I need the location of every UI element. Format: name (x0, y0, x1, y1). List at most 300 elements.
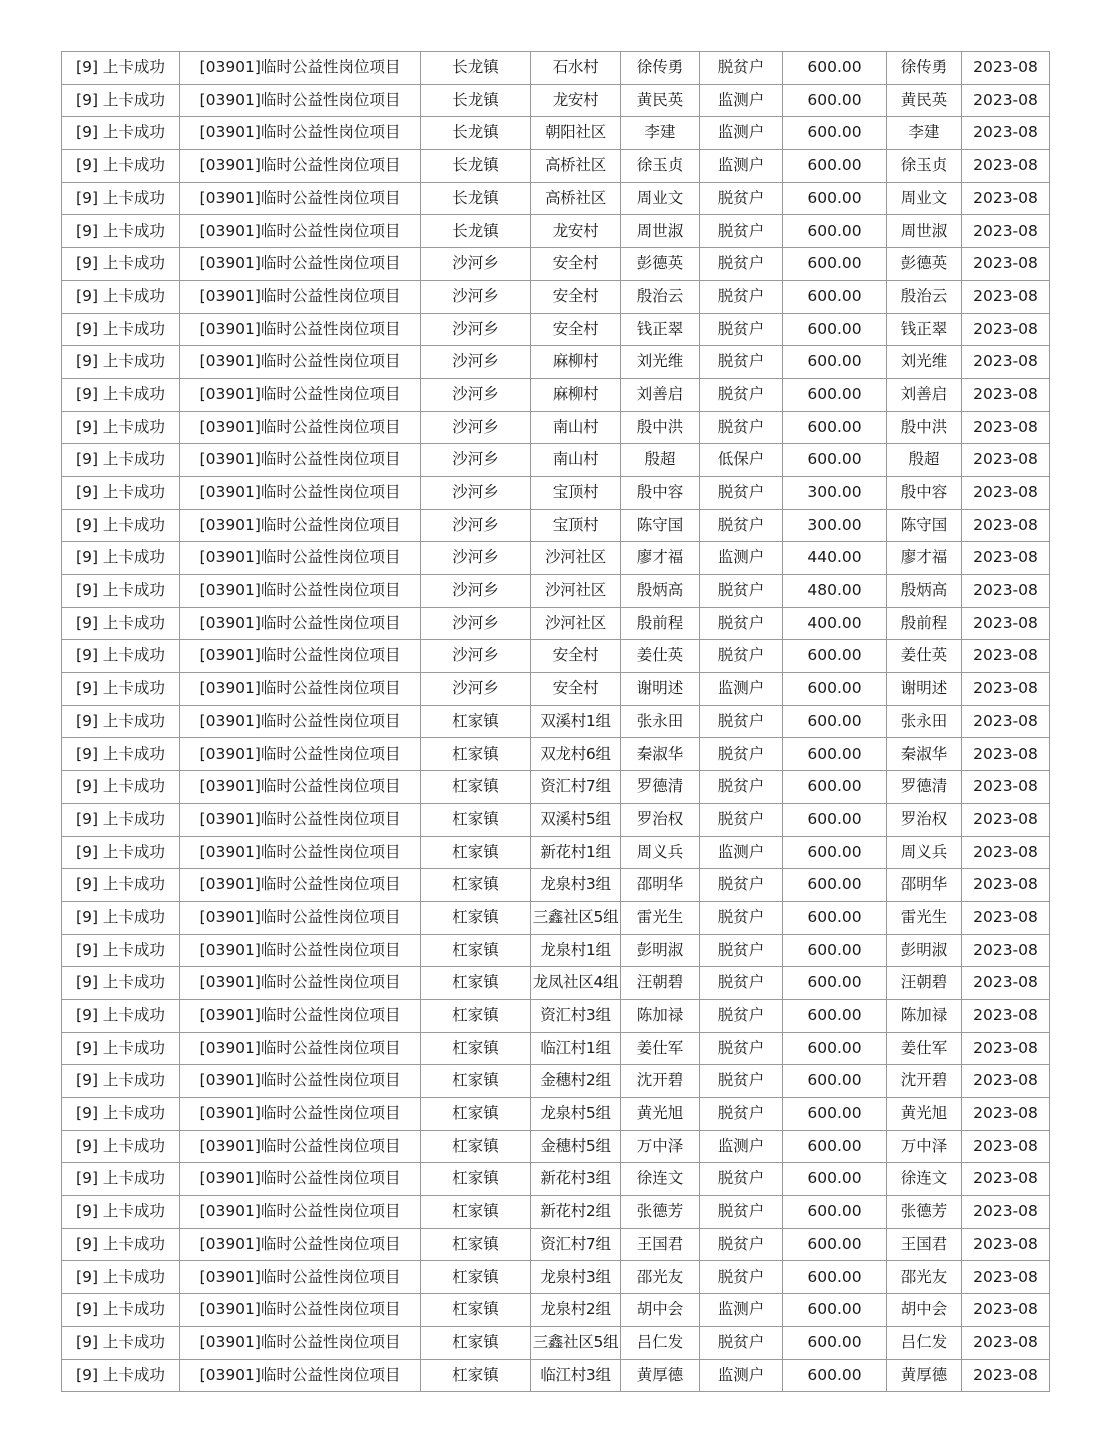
village-cell: 资汇村7组 (531, 771, 621, 804)
payee-cell: 张德芳 (887, 1196, 962, 1229)
village-cell: 新花村2组 (531, 1196, 621, 1229)
household-type-cell: 脱贫户 (700, 575, 783, 608)
payee-cell: 汪朝碧 (887, 967, 962, 1000)
household-type-cell: 脱贫户 (700, 1228, 783, 1261)
amount-cell: 480.00 (783, 575, 887, 608)
status-cell: [9] 上卡成功 (62, 1228, 180, 1261)
person-name-cell: 彭德英 (621, 248, 700, 281)
month-cell: 2023-08 (962, 444, 1050, 477)
town-cell: 杠家镇 (421, 934, 531, 967)
payee-cell: 殷前程 (887, 607, 962, 640)
person-name-cell: 周义兵 (621, 836, 700, 869)
payee-cell: 彭明淑 (887, 934, 962, 967)
project-cell: [03901]临时公益性岗位项目 (180, 313, 421, 346)
amount-cell: 300.00 (783, 476, 887, 509)
payee-cell: 廖才福 (887, 542, 962, 575)
payee-cell: 钱正翠 (887, 313, 962, 346)
month-cell: 2023-08 (962, 1261, 1050, 1294)
town-cell: 沙河乡 (421, 640, 531, 673)
project-cell: [03901]临时公益性岗位项目 (180, 182, 421, 215)
person-name-cell: 殷炳高 (621, 575, 700, 608)
project-cell: [03901]临时公益性岗位项目 (180, 967, 421, 1000)
project-cell: [03901]临时公益性岗位项目 (180, 836, 421, 869)
village-cell: 临江村3组 (531, 1359, 621, 1392)
payee-cell: 殷超 (887, 444, 962, 477)
village-cell: 临江村1组 (531, 1032, 621, 1065)
month-cell: 2023-08 (962, 901, 1050, 934)
household-type-cell: 脱贫户 (700, 248, 783, 281)
household-type-cell: 脱贫户 (700, 313, 783, 346)
project-cell: [03901]临时公益性岗位项目 (180, 280, 421, 313)
person-name-cell: 彭明淑 (621, 934, 700, 967)
amount-cell: 600.00 (783, 999, 887, 1032)
person-name-cell: 黄厚德 (621, 1359, 700, 1392)
project-cell: [03901]临时公益性岗位项目 (180, 771, 421, 804)
payee-cell: 殷中容 (887, 476, 962, 509)
person-name-cell: 殷超 (621, 444, 700, 477)
status-cell: [9] 上卡成功 (62, 1196, 180, 1229)
amount-cell: 600.00 (783, 1261, 887, 1294)
table-row (62, 738, 1050, 771)
table-row (62, 1032, 1050, 1065)
village-cell: 高桥社区 (531, 182, 621, 215)
amount-cell: 300.00 (783, 509, 887, 542)
town-cell: 长龙镇 (421, 215, 531, 248)
village-cell: 龙凤社区4组 (531, 967, 621, 1000)
table-row (62, 117, 1050, 150)
household-type-cell: 脱贫户 (700, 901, 783, 934)
month-cell: 2023-08 (962, 509, 1050, 542)
village-cell: 麻柳村 (531, 346, 621, 379)
payee-cell: 姜仕军 (887, 1032, 962, 1065)
village-cell: 石水村 (531, 52, 621, 85)
amount-cell: 600.00 (783, 1098, 887, 1131)
month-cell: 2023-08 (962, 1228, 1050, 1261)
payee-cell: 雷光生 (887, 901, 962, 934)
village-cell: 龙泉村5组 (531, 1098, 621, 1131)
payee-cell: 周业文 (887, 182, 962, 215)
village-cell: 金穗村2组 (531, 1065, 621, 1098)
village-cell: 金穗村5组 (531, 1130, 621, 1163)
town-cell: 沙河乡 (421, 673, 531, 706)
month-cell: 2023-08 (962, 640, 1050, 673)
table-row (62, 705, 1050, 738)
status-cell: [9] 上卡成功 (62, 934, 180, 967)
project-cell: [03901]临时公益性岗位项目 (180, 1326, 421, 1359)
table-row (62, 803, 1050, 836)
table-row (62, 476, 1050, 509)
table-row (62, 967, 1050, 1000)
month-cell: 2023-08 (962, 738, 1050, 771)
amount-cell: 600.00 (783, 52, 887, 85)
household-type-cell: 脱贫户 (700, 934, 783, 967)
project-cell: [03901]临时公益性岗位项目 (180, 705, 421, 738)
payee-cell: 姜仕英 (887, 640, 962, 673)
amount-cell: 440.00 (783, 542, 887, 575)
month-cell: 2023-08 (962, 346, 1050, 379)
person-name-cell: 姜仕军 (621, 1032, 700, 1065)
amount-cell: 600.00 (783, 444, 887, 477)
payee-cell: 王国君 (887, 1228, 962, 1261)
status-cell: [9] 上卡成功 (62, 869, 180, 902)
amount-cell: 400.00 (783, 607, 887, 640)
project-cell: [03901]临时公益性岗位项目 (180, 803, 421, 836)
person-name-cell: 姜仕英 (621, 640, 700, 673)
household-type-cell: 脱贫户 (700, 967, 783, 1000)
table-row (62, 869, 1050, 902)
person-name-cell: 邵光友 (621, 1261, 700, 1294)
town-cell: 杠家镇 (421, 1032, 531, 1065)
payee-cell: 谢明述 (887, 673, 962, 706)
amount-cell: 600.00 (783, 934, 887, 967)
household-type-cell: 监测户 (700, 84, 783, 117)
village-cell: 龙泉村2组 (531, 1294, 621, 1327)
project-cell: [03901]临时公益性岗位项目 (180, 640, 421, 673)
table-row (62, 1228, 1050, 1261)
project-cell: [03901]临时公益性岗位项目 (180, 117, 421, 150)
household-type-cell: 脱贫户 (700, 1098, 783, 1131)
project-cell: [03901]临时公益性岗位项目 (180, 1261, 421, 1294)
person-name-cell: 谢明述 (621, 673, 700, 706)
status-cell: [9] 上卡成功 (62, 411, 180, 444)
table-row (62, 1130, 1050, 1163)
payee-cell: 周世淑 (887, 215, 962, 248)
payee-cell: 李建 (887, 117, 962, 150)
town-cell: 杠家镇 (421, 869, 531, 902)
town-cell: 长龙镇 (421, 117, 531, 150)
amount-cell: 600.00 (783, 346, 887, 379)
person-name-cell: 胡中会 (621, 1294, 700, 1327)
person-name-cell: 张永田 (621, 705, 700, 738)
town-cell: 杠家镇 (421, 1359, 531, 1392)
project-cell: [03901]临时公益性岗位项目 (180, 1098, 421, 1131)
table-row (62, 1065, 1050, 1098)
month-cell: 2023-08 (962, 1163, 1050, 1196)
town-cell: 杠家镇 (421, 1261, 531, 1294)
table-row (62, 509, 1050, 542)
month-cell: 2023-08 (962, 803, 1050, 836)
table-row (62, 411, 1050, 444)
month-cell: 2023-08 (962, 542, 1050, 575)
status-cell: [9] 上卡成功 (62, 378, 180, 411)
table-row (62, 1326, 1050, 1359)
payee-cell: 徐玉贞 (887, 150, 962, 183)
town-cell: 沙河乡 (421, 575, 531, 608)
household-type-cell: 脱贫户 (700, 182, 783, 215)
month-cell: 2023-08 (962, 84, 1050, 117)
household-type-cell: 监测户 (700, 1294, 783, 1327)
village-cell: 龙泉村3组 (531, 869, 621, 902)
project-cell: [03901]临时公益性岗位项目 (180, 150, 421, 183)
person-name-cell: 刘光维 (621, 346, 700, 379)
month-cell: 2023-08 (962, 836, 1050, 869)
status-cell: [9] 上卡成功 (62, 52, 180, 85)
payee-cell: 殷中洪 (887, 411, 962, 444)
household-type-cell: 脱贫户 (700, 411, 783, 444)
month-cell: 2023-08 (962, 934, 1050, 967)
village-cell: 双溪村1组 (531, 705, 621, 738)
town-cell: 沙河乡 (421, 280, 531, 313)
table-row (62, 640, 1050, 673)
amount-cell: 600.00 (783, 803, 887, 836)
status-cell: [9] 上卡成功 (62, 967, 180, 1000)
table-row (62, 1196, 1050, 1229)
household-type-cell: 监测户 (700, 1359, 783, 1392)
amount-cell: 600.00 (783, 967, 887, 1000)
town-cell: 杠家镇 (421, 1196, 531, 1229)
village-cell: 南山村 (531, 444, 621, 477)
town-cell: 杠家镇 (421, 771, 531, 804)
person-name-cell: 黄民英 (621, 84, 700, 117)
status-cell: [9] 上卡成功 (62, 1326, 180, 1359)
payee-cell: 殷治云 (887, 280, 962, 313)
month-cell: 2023-08 (962, 313, 1050, 346)
table-row (62, 1261, 1050, 1294)
village-cell: 安全村 (531, 313, 621, 346)
village-cell: 双龙村6组 (531, 738, 621, 771)
person-name-cell: 沈开碧 (621, 1065, 700, 1098)
person-name-cell: 殷治云 (621, 280, 700, 313)
amount-cell: 600.00 (783, 1326, 887, 1359)
village-cell: 新花村1组 (531, 836, 621, 869)
project-cell: [03901]临时公益性岗位项目 (180, 1130, 421, 1163)
table-row (62, 378, 1050, 411)
household-type-cell: 脱贫户 (700, 1326, 783, 1359)
amount-cell: 600.00 (783, 1294, 887, 1327)
person-name-cell: 徐玉贞 (621, 150, 700, 183)
table-row (62, 313, 1050, 346)
village-cell: 安全村 (531, 248, 621, 281)
table-row (62, 1359, 1050, 1392)
payee-cell: 罗治权 (887, 803, 962, 836)
project-cell: [03901]临时公益性岗位项目 (180, 215, 421, 248)
status-cell: [9] 上卡成功 (62, 444, 180, 477)
person-name-cell: 周世淑 (621, 215, 700, 248)
amount-cell: 600.00 (783, 150, 887, 183)
village-cell: 双溪村5组 (531, 803, 621, 836)
status-cell: [9] 上卡成功 (62, 117, 180, 150)
amount-cell: 600.00 (783, 215, 887, 248)
village-cell: 三鑫社区5组 (531, 901, 621, 934)
month-cell: 2023-08 (962, 117, 1050, 150)
project-cell: [03901]临时公益性岗位项目 (180, 411, 421, 444)
status-cell: [9] 上卡成功 (62, 476, 180, 509)
table-row (62, 346, 1050, 379)
amount-cell: 600.00 (783, 182, 887, 215)
village-cell: 宝顶村 (531, 476, 621, 509)
table-row (62, 84, 1050, 117)
household-type-cell: 脱贫户 (700, 738, 783, 771)
month-cell: 2023-08 (962, 150, 1050, 183)
person-name-cell: 殷前程 (621, 607, 700, 640)
village-cell: 安全村 (531, 640, 621, 673)
person-name-cell: 邵明华 (621, 869, 700, 902)
status-cell: [9] 上卡成功 (62, 84, 180, 117)
table-row (62, 934, 1050, 967)
village-cell: 安全村 (531, 673, 621, 706)
person-name-cell: 陈加禄 (621, 999, 700, 1032)
town-cell: 杠家镇 (421, 1130, 531, 1163)
table-row (62, 999, 1050, 1032)
status-cell: [9] 上卡成功 (62, 575, 180, 608)
village-cell: 高桥社区 (531, 150, 621, 183)
payee-cell: 彭德英 (887, 248, 962, 281)
month-cell: 2023-08 (962, 607, 1050, 640)
person-name-cell: 秦淑华 (621, 738, 700, 771)
month-cell: 2023-08 (962, 215, 1050, 248)
village-cell: 龙泉村1组 (531, 934, 621, 967)
project-cell: [03901]临时公益性岗位项目 (180, 378, 421, 411)
status-cell: [9] 上卡成功 (62, 542, 180, 575)
person-name-cell: 殷中容 (621, 476, 700, 509)
payee-cell: 邵明华 (887, 869, 962, 902)
month-cell: 2023-08 (962, 1032, 1050, 1065)
amount-cell: 600.00 (783, 411, 887, 444)
status-cell: [9] 上卡成功 (62, 1098, 180, 1131)
household-type-cell: 脱贫户 (700, 1032, 783, 1065)
table-row (62, 150, 1050, 183)
household-type-cell: 监测户 (700, 542, 783, 575)
town-cell: 沙河乡 (421, 509, 531, 542)
month-cell: 2023-08 (962, 476, 1050, 509)
household-type-cell: 监测户 (700, 836, 783, 869)
household-type-cell: 监测户 (700, 117, 783, 150)
table-row (62, 1098, 1050, 1131)
amount-cell: 600.00 (783, 869, 887, 902)
amount-cell: 600.00 (783, 248, 887, 281)
status-cell: [9] 上卡成功 (62, 1163, 180, 1196)
person-name-cell: 陈守国 (621, 509, 700, 542)
town-cell: 沙河乡 (421, 476, 531, 509)
status-cell: [9] 上卡成功 (62, 1032, 180, 1065)
payee-cell: 秦淑华 (887, 738, 962, 771)
month-cell: 2023-08 (962, 1098, 1050, 1131)
project-cell: [03901]临时公益性岗位项目 (180, 999, 421, 1032)
project-cell: [03901]临时公益性岗位项目 (180, 542, 421, 575)
month-cell: 2023-08 (962, 999, 1050, 1032)
village-cell: 沙河社区 (531, 575, 621, 608)
project-cell: [03901]临时公益性岗位项目 (180, 476, 421, 509)
month-cell: 2023-08 (962, 869, 1050, 902)
payee-cell: 刘光维 (887, 346, 962, 379)
town-cell: 长龙镇 (421, 150, 531, 183)
payee-cell: 吕仁发 (887, 1326, 962, 1359)
town-cell: 沙河乡 (421, 444, 531, 477)
town-cell: 杠家镇 (421, 738, 531, 771)
household-type-cell: 脱贫户 (700, 378, 783, 411)
household-type-cell: 低保户 (700, 444, 783, 477)
month-cell: 2023-08 (962, 248, 1050, 281)
person-name-cell: 罗治权 (621, 803, 700, 836)
table-row (62, 673, 1050, 706)
household-type-cell: 脱贫户 (700, 215, 783, 248)
payee-cell: 邵光友 (887, 1261, 962, 1294)
status-cell: [9] 上卡成功 (62, 836, 180, 869)
household-type-cell: 脱贫户 (700, 640, 783, 673)
town-cell: 沙河乡 (421, 411, 531, 444)
town-cell: 沙河乡 (421, 542, 531, 575)
household-type-cell: 脱贫户 (700, 476, 783, 509)
amount-cell: 600.00 (783, 1196, 887, 1229)
village-cell: 龙泉村3组 (531, 1261, 621, 1294)
project-cell: [03901]临时公益性岗位项目 (180, 444, 421, 477)
month-cell: 2023-08 (962, 1326, 1050, 1359)
household-type-cell: 脱贫户 (700, 999, 783, 1032)
table-row (62, 248, 1050, 281)
month-cell: 2023-08 (962, 1065, 1050, 1098)
amount-cell: 600.00 (783, 738, 887, 771)
status-cell: [9] 上卡成功 (62, 1359, 180, 1392)
month-cell: 2023-08 (962, 1359, 1050, 1392)
payee-cell: 沈开碧 (887, 1065, 962, 1098)
household-type-cell: 脱贫户 (700, 1261, 783, 1294)
town-cell: 杠家镇 (421, 967, 531, 1000)
project-cell: [03901]临时公益性岗位项目 (180, 1196, 421, 1229)
status-cell: [9] 上卡成功 (62, 673, 180, 706)
payee-cell: 黄厚德 (887, 1359, 962, 1392)
project-cell: [03901]临时公益性岗位项目 (180, 901, 421, 934)
amount-cell: 600.00 (783, 378, 887, 411)
town-cell: 杠家镇 (421, 901, 531, 934)
village-cell: 龙安村 (531, 84, 621, 117)
status-cell: [9] 上卡成功 (62, 999, 180, 1032)
household-type-cell: 脱贫户 (700, 52, 783, 85)
month-cell: 2023-08 (962, 182, 1050, 215)
amount-cell: 600.00 (783, 1359, 887, 1392)
village-cell: 沙河社区 (531, 542, 621, 575)
table-row (62, 1163, 1050, 1196)
person-name-cell: 汪朝碧 (621, 967, 700, 1000)
town-cell: 杠家镇 (421, 1065, 531, 1098)
payee-cell: 周义兵 (887, 836, 962, 869)
table-row (62, 575, 1050, 608)
person-name-cell: 殷中洪 (621, 411, 700, 444)
month-cell: 2023-08 (962, 967, 1050, 1000)
table-row (62, 771, 1050, 804)
payee-cell: 徐连文 (887, 1163, 962, 1196)
village-cell: 资汇村3组 (531, 999, 621, 1032)
village-cell: 南山村 (531, 411, 621, 444)
status-cell: [9] 上卡成功 (62, 248, 180, 281)
payment-records-table (61, 51, 1050, 1392)
amount-cell: 600.00 (783, 1130, 887, 1163)
household-type-cell: 脱贫户 (700, 803, 783, 836)
payee-cell: 陈守国 (887, 509, 962, 542)
project-cell: [03901]临时公益性岗位项目 (180, 1032, 421, 1065)
person-name-cell: 黄光旭 (621, 1098, 700, 1131)
person-name-cell: 廖才福 (621, 542, 700, 575)
payee-cell: 罗德清 (887, 771, 962, 804)
town-cell: 沙河乡 (421, 346, 531, 379)
project-cell: [03901]临时公益性岗位项目 (180, 84, 421, 117)
table-row (62, 182, 1050, 215)
household-type-cell: 脱贫户 (700, 346, 783, 379)
amount-cell: 600.00 (783, 836, 887, 869)
household-type-cell: 脱贫户 (700, 607, 783, 640)
status-cell: [9] 上卡成功 (62, 346, 180, 379)
month-cell: 2023-08 (962, 673, 1050, 706)
status-cell: [9] 上卡成功 (62, 182, 180, 215)
table-row (62, 836, 1050, 869)
status-cell: [9] 上卡成功 (62, 640, 180, 673)
town-cell: 杠家镇 (421, 836, 531, 869)
table-row (62, 607, 1050, 640)
status-cell: [9] 上卡成功 (62, 705, 180, 738)
household-type-cell: 脱贫户 (700, 1163, 783, 1196)
town-cell: 沙河乡 (421, 607, 531, 640)
person-name-cell: 周业文 (621, 182, 700, 215)
project-cell: [03901]临时公益性岗位项目 (180, 1163, 421, 1196)
